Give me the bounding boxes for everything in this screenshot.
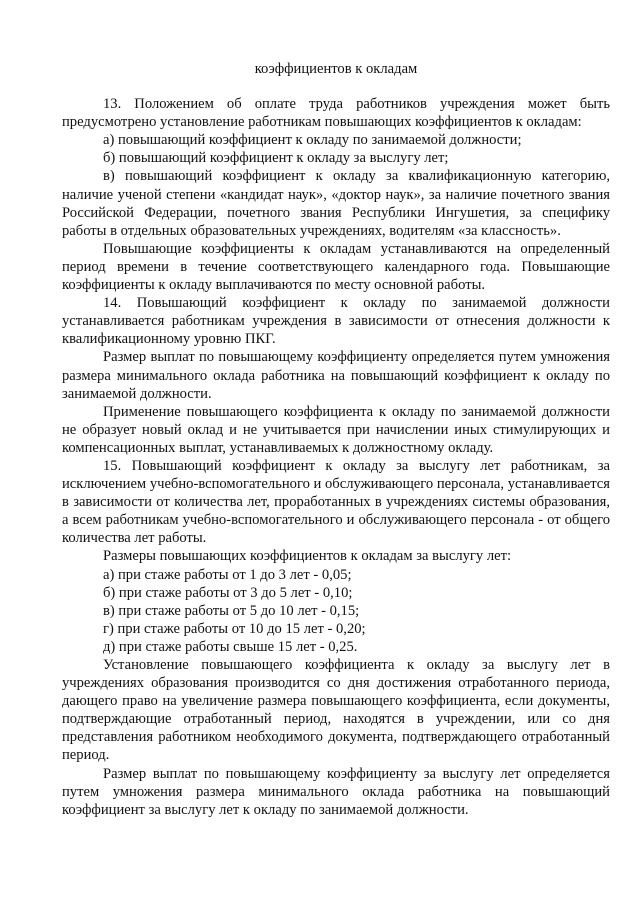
paragraph: Применение повышающего коэффициента к окладу по занимаемой должности не образует новый оклад и не учитывается при начислении иных стимулирующих и компенсационных выплат, устанавливаемых к должностному окладу. <box>62 403 610 456</box>
list-item: Размеры повышающих коэффициентов к окладам за выслугу лет: <box>103 548 512 565</box>
list-item: б) повышающий коэффициент к окладу за выслугу лет; <box>103 150 449 167</box>
paragraph: Повышающие коэффициенты к окладам устанавливаются на определенный период времени в течение соответствующего календарного года. Повышающие коэффициенты к окладу выплачиваются по месту основной работы. <box>62 240 610 294</box>
list-item: б) при стаже работы от 3 до 5 лет - 0,10; <box>103 584 353 601</box>
list-item: д) при стаже работы свыше 15 лет - 0,25. <box>103 638 358 655</box>
paragraph: 15. Повышающий коэффициент к окладу за выслугу лет работникам, за исключением учебно-вспомогательного и обслуживающего персонала, устанавливается в зависимости от количества лет, проработанных в учреждениях системы образования, а всем работникам учебно-вспомогательного и обслуживающего персонала - от общего количества лет работы. <box>62 457 610 547</box>
list-item: г) при стаже работы от 10 до 15 лет - 0,20; <box>103 620 366 637</box>
section-heading: коэффициентов к окладам <box>254 61 418 77</box>
list-item: в) при стаже работы от 5 до 10 лет - 0,15; <box>103 602 360 619</box>
paragraph: Установление повышающего коэффициента к окладу за выслугу лет в учреждениях образования производится со дня достижения отработанного периода, дающего право на увеличение размера повышающего коэффициента, если документы, подтверждающие отработанный период, находятся в учреждении, или со дня представления работником необходимого документа, подтверждающего отработанный период. <box>62 657 610 764</box>
paragraph: 14. Повышающий коэффициент к окладу по занимаемой должности устанавливается работникам учреждения в зависимости от отнесения должности к квалификационному уровню ПКГ. <box>62 295 610 348</box>
paragraph: в) повышающий коэффициент к окладу за квалификационную категорию, наличие ученой степени «кандидат наук», «доктор наук», за наличие почетного звания Российской Федерации, почетного звания Республики Ингушетия, за специфику работы в отдельных образовательных учреждениях, водителям «за классность». <box>62 168 610 239</box>
document-body <box>62 95 610 819</box>
paragraph: Размер выплат по повышающему коэффициенту определяется путем умножения размера минимального оклада работника на повышающий коэффициент к окладу по занимаемой должности. <box>62 349 610 402</box>
document-page <box>62 60 610 819</box>
list-item: а) повышающий коэффициент к окладу по занимаемой должности; <box>103 132 522 149</box>
list-item: а) при стаже работы от 1 до 3 лет - 0,05; <box>103 566 352 583</box>
paragraph: Размер выплат по повышающему коэффициенту за выслугу лет определяется путем умножения размера минимального оклада работника на повышающий коэффициент за выслугу лет к окладу по занимаемой должности. <box>62 765 610 818</box>
paragraph: 13. Положением об оплате труда работников учреждения может быть предусмотрено установление работникам повышающих коэффициентов к окладам: <box>62 96 610 131</box>
